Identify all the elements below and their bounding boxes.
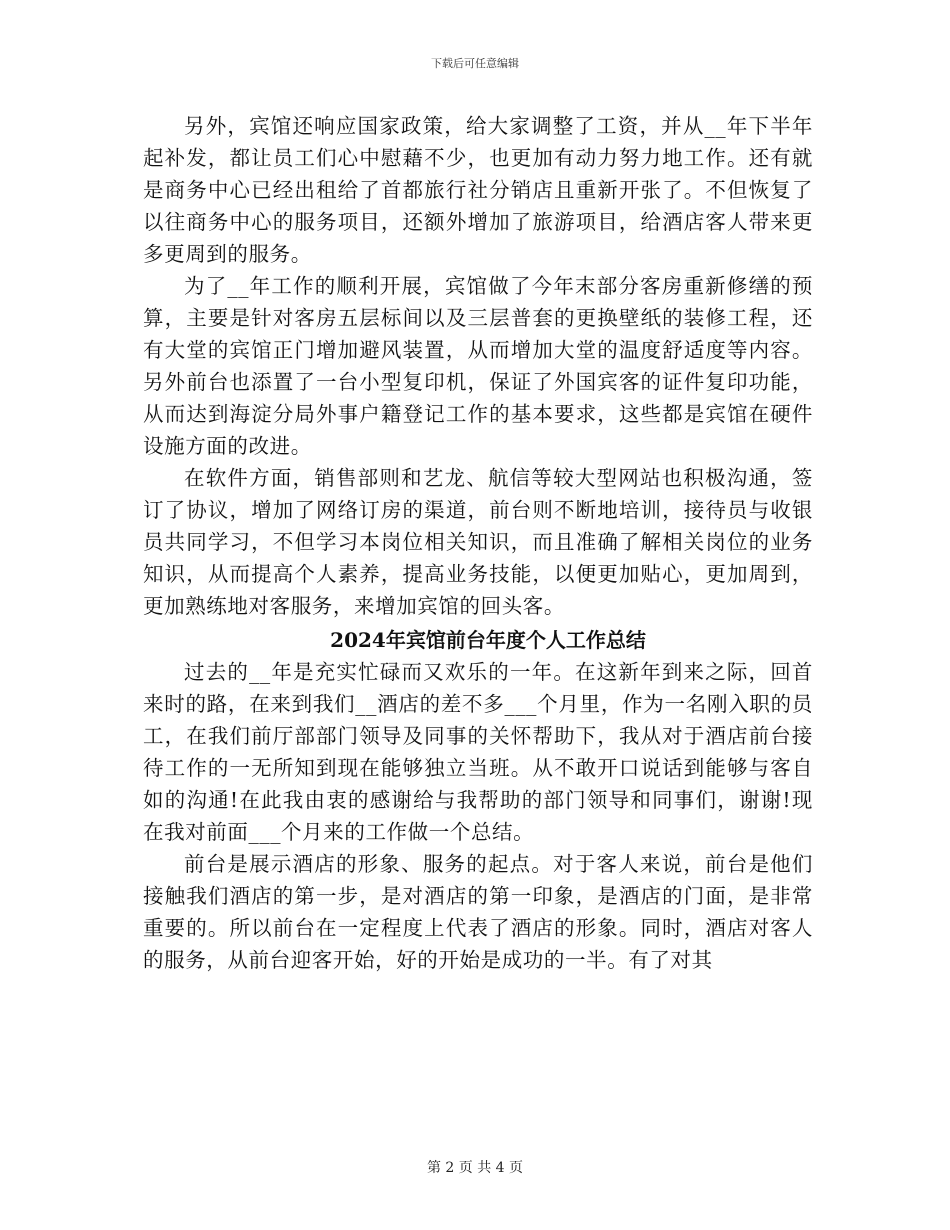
document-body bbox=[143, 110, 813, 976]
paragraph-policy-salary: 另外，宾馆还响应国家政策，给大家调整了工资，并从__年下半年起补发，都让员工们心中慰藉不少，也更加有动力努力地工作。还有就是商务中心已经出租给了首都旅行社分销店且重新开张了。不但恢复了以往商务中心的服务项目，还额外增加了旅游项目，给酒店客人带来更多更周到的服务。 bbox=[143, 114, 813, 266]
page-footer: 第 2 页 共 4 页 bbox=[426, 1160, 524, 1176]
paragraph-front-desk-role: 前台是展示酒店的形象、服务的起点。对于客人来说，前台是他们接触我们酒店的第一步，是对酒店的第一印象，是酒店的门面，是非常重要的。所以前台在一定程度上代表了酒店的形象。同时，酒店对客人的服务，从前台迎客开始，好的开始是成功的一半。有了对其 bbox=[143, 852, 813, 972]
paragraph-renovation-budget: 为了__年工作的顺利开展，宾馆做了今年末部分客房重新修缮的预算，主要是针对客房五层标间以及三层普套的更换壁纸的装修工程，还有大堂的宾馆正门增加避风装置，从而增加大堂的温度舒适度等内容。另外前台也添置了一台小型复印机，保证了外国宾客的证件复印功能，从而达到海淀分局外事户籍登记工作的基本要求，这些都是宾馆在硬件设施方面的改进。 bbox=[143, 274, 813, 458]
section-title: 2024年宾馆前台年度个人工作总结 bbox=[330, 628, 646, 652]
paragraph-year-review: 过去的__年是充实忙碌而又欢乐的一年。在这新年到来之际，回首来时的路，在来到我们__酒店的差不多___个月里，作为一名刚入职的员工，在我们前厅部部门领导及同事的关怀帮助下，我从对于酒店前台接待工作的一无所知到现在能够独立当班。从不敢开口说话到能够与客自如的沟通!在此我由衷的感谢给与我帮助的部门领导和同事们，谢谢!现在我对前面___个月来的工作做一个总结。 bbox=[143, 660, 813, 844]
paragraph-software-improvements: 在软件方面，销售部则和艺龙、航信等较大型网站也积极沟通，签订了协议，增加了网络订房的渠道，前台则不断地培训，接待员与收银员共同学习，不但学习本岗位相关知识，而且准确了解相关岗位的业务知识，从而提高个人素养，提高业务技能，以便更加贴心，更加周到，更加熟练地对客服务，来增加宾馆的回头客。 bbox=[143, 466, 813, 618]
page-header: 下载后可任意编辑 bbox=[431, 57, 519, 70]
